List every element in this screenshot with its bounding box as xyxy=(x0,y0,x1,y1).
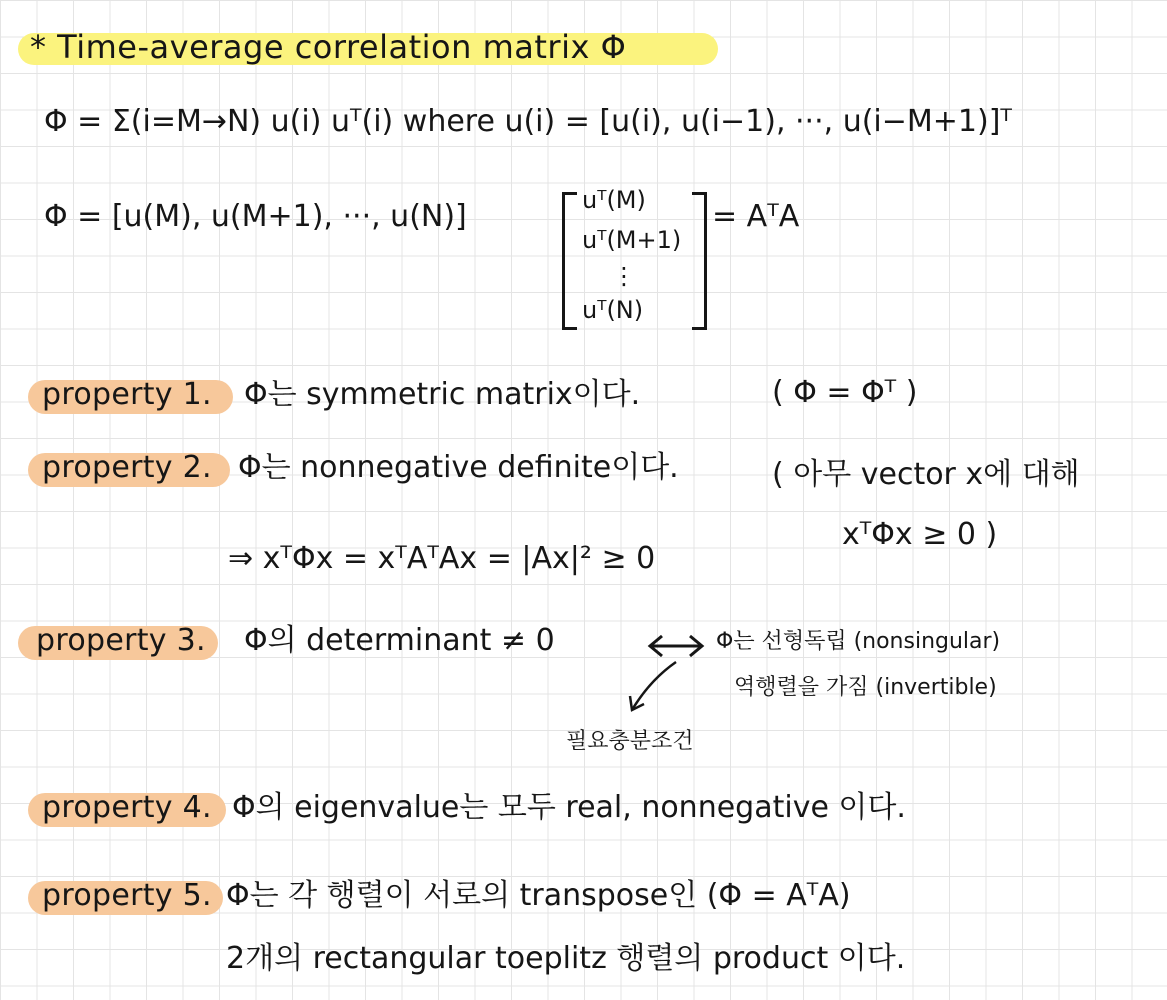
annotation-arrow-curve xyxy=(632,662,676,710)
property-2-text: Φ는 nonnegative definite이다. xyxy=(238,450,679,485)
property-5-text: Φ는 각 행렬이 서로의 transpose인 (Φ = AᵀA) xyxy=(226,878,851,913)
definition-line-2-right: = AᵀA xyxy=(712,199,800,234)
property-2-derivation: ⇒ xᵀΦx = xᵀAᵀAx = |Ax|² ≥ 0 xyxy=(228,541,656,576)
property-2-note-1: ( 아무 vector x에 대해 xyxy=(772,457,1080,492)
property-3-note-1: Φ는 선형독립 (nonsingular) xyxy=(716,629,1001,654)
column-entry-1: uᵀ(M) xyxy=(582,186,646,214)
property-4-label: property 4. xyxy=(42,790,212,825)
property-1-note: ( Φ = Φᵀ ) xyxy=(772,375,918,410)
property-3-text: Φ의 determinant ≠ 0 xyxy=(244,623,555,658)
property-2-note-2: xᵀΦx ≥ 0 ) xyxy=(842,517,998,552)
definition-line-2-left: Φ = [u(M), u(M+1), ···, u(N)] xyxy=(44,199,467,234)
property-4-text: Φ의 eigenvalue는 모두 real, nonnegative 이다. xyxy=(232,790,906,825)
property-3-label: property 3. xyxy=(36,623,206,658)
property-5-label: property 5. xyxy=(42,878,212,913)
property-3-annotation: 필요충분조건 xyxy=(566,729,694,754)
page-title: * Time-average correlation matrix Φ xyxy=(30,28,627,66)
property-1-text: Φ는 symmetric matrix이다. xyxy=(244,377,641,412)
column-entry-3: ⋮ xyxy=(612,262,636,290)
definition-line-1: Φ = Σ(i=M→N) u(i) uᵀ(i) where u(i) = [u(i), u(i−1), ···, u(i−M+1)]ᵀ xyxy=(44,104,1012,139)
property-2-label: property 2. xyxy=(42,450,212,485)
property-5-text-2: 2개의 rectangular toeplitz 행렬의 product 이다. xyxy=(226,941,906,976)
property-1-label: property 1. xyxy=(42,377,212,412)
property-3-note-2: 역행렬을 가짐 (invertible) xyxy=(734,675,997,700)
column-entry-2: uᵀ(M+1) xyxy=(582,226,682,254)
column-entry-4: uᵀ(N) xyxy=(582,296,644,324)
